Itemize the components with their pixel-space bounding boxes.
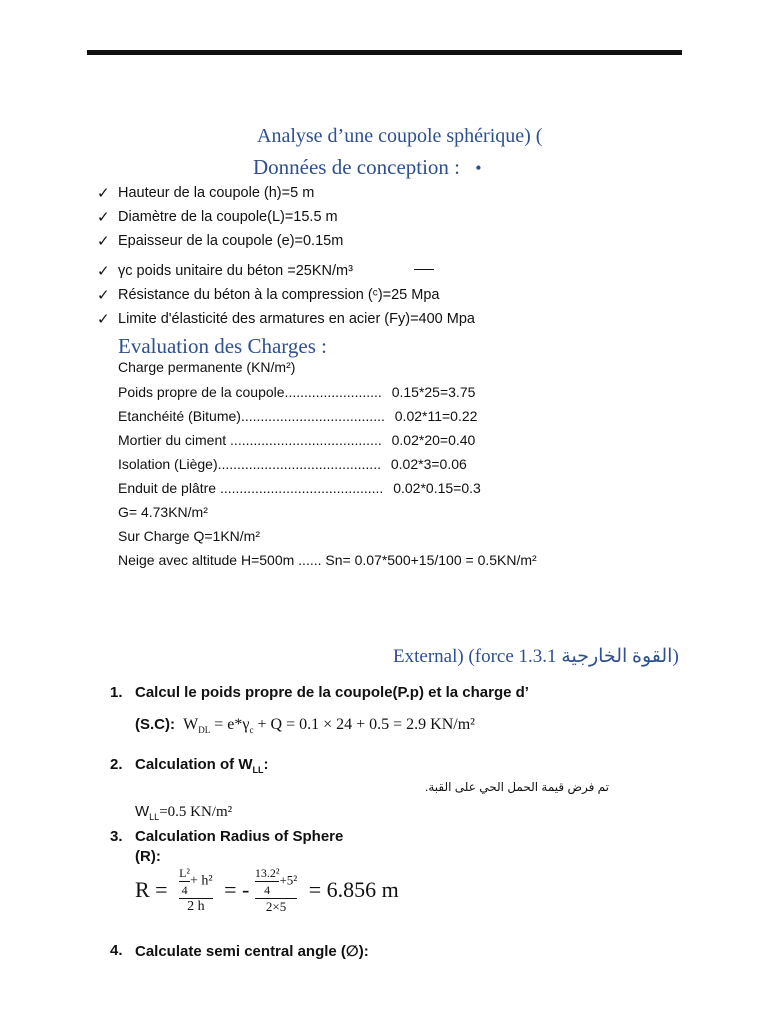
document-title: Analyse d’une coupole sphérique) ( <box>257 125 543 147</box>
charge-row <box>118 480 481 496</box>
bullet-icon: • <box>475 158 482 178</box>
charge-row-value: 0.02*20=0.40 <box>391 432 476 448</box>
fraction-1: $\frac{\text{L²}}{4}$ + h² 2 h <box>179 866 213 914</box>
charge-row-label: Isolation (Liège).......................................... <box>118 456 381 472</box>
charge-row <box>118 456 467 472</box>
snow-load: Neige avec altitude H=500m ...... Sn= 0.07*500+15/100 = 0.5KN/m² <box>118 552 537 568</box>
design-heading-text: Données de conception : <box>253 155 461 179</box>
external-heading: External) (force القوة الخارجية 1.3.1) <box>393 646 679 667</box>
wdl-formula: $W_{DL} = e*\gamma_c + Q = 0.1 \times 24 + 0.5 = 2.9$ KN/m² <box>183 716 475 736</box>
step-3-text-2: (R): <box>135 848 161 865</box>
permanent-load-label: Charge permanente (KN/m²) <box>118 359 296 375</box>
charge-row-value: 0.15*25=3.75 <box>391 384 476 400</box>
sc-label: (S.C): <box>135 716 175 733</box>
step-number: 1. <box>110 684 123 701</box>
charge-row <box>118 384 475 400</box>
step-number: 2. <box>110 756 123 773</box>
step-1-formula <box>135 716 475 735</box>
charges-heading: Evaluation des Charges : <box>118 334 327 358</box>
design-heading <box>253 155 482 180</box>
fraction-2: $\frac{\text{13.2²}}{4}$ +5² 2×5 <box>254 866 298 914</box>
radius-lhs: R = <box>135 877 168 902</box>
check-icon: ✓ <box>97 263 110 280</box>
step-3-text: Calculation Radius of Sphere <box>135 828 344 845</box>
g-total: G= 4.73KN/m² <box>118 504 208 520</box>
step-number: 3. <box>110 828 123 845</box>
wll-value: $W_{LL}=0.5$ KN/m² <box>135 803 233 822</box>
charge-row <box>118 432 475 448</box>
check-icon: ✓ <box>97 209 110 226</box>
design-item-unit-weight: γc poids unitaire du béton =25KN/m³ <box>118 263 353 279</box>
charge-row-label: Poids propre de la coupole......................... <box>118 384 382 400</box>
design-item-thickness: Epaisseur de la coupole (e)=0.15m <box>118 233 344 249</box>
charge-row-value: 0.02*11=0.22 <box>394 408 478 424</box>
top-rule <box>87 50 682 55</box>
charge-row-label: Mortier du ciment ....................................... <box>118 432 382 448</box>
charge-row <box>118 408 477 424</box>
radius-result: = 6.856 m <box>308 877 399 902</box>
dash-mark <box>414 269 434 270</box>
radius-formula <box>135 865 399 915</box>
step-2-text: Calculation of $W_{LL}$: <box>135 756 269 775</box>
charge-row-label: Etanchéité (Bitume)..................................... <box>118 408 385 424</box>
check-icon: ✓ <box>97 311 110 328</box>
step-4-text: Calculate semi central angle (∅): <box>135 943 369 960</box>
design-item-steel-yield: Limite d'élasticité des armatures en acier (Fy)=400 Mpa <box>118 311 475 327</box>
check-icon: ✓ <box>97 233 110 250</box>
surcharge-q: Sur Charge Q=1KN/m² <box>118 528 260 544</box>
charge-row-value: 0.02*0.15=0.3 <box>393 480 481 496</box>
design-item-diameter: Diamètre de la coupole(L)=15.5 m <box>118 209 338 225</box>
charge-row-value: 0.02*3=0.06 <box>390 456 467 472</box>
step-1-text: Calcul le poids propre de la coupole(P.p) et la charge d’ <box>135 684 529 701</box>
step-number: 4. <box>110 942 123 959</box>
equals-minus: = - <box>224 877 250 902</box>
arabic-note: تم فرض قيمة الحمل الحي على القبة. <box>425 780 610 794</box>
charge-row-label: Enduit de plâtre .......................................... <box>118 480 384 496</box>
check-icon: ✓ <box>97 287 110 304</box>
design-item-concrete-strength: Résistance du béton à la compression (ᶜ)=25 Mpa <box>118 287 440 303</box>
check-icon: ✓ <box>97 185 110 202</box>
design-item-height: Hauteur de la coupole (h)=5 m <box>118 185 315 201</box>
